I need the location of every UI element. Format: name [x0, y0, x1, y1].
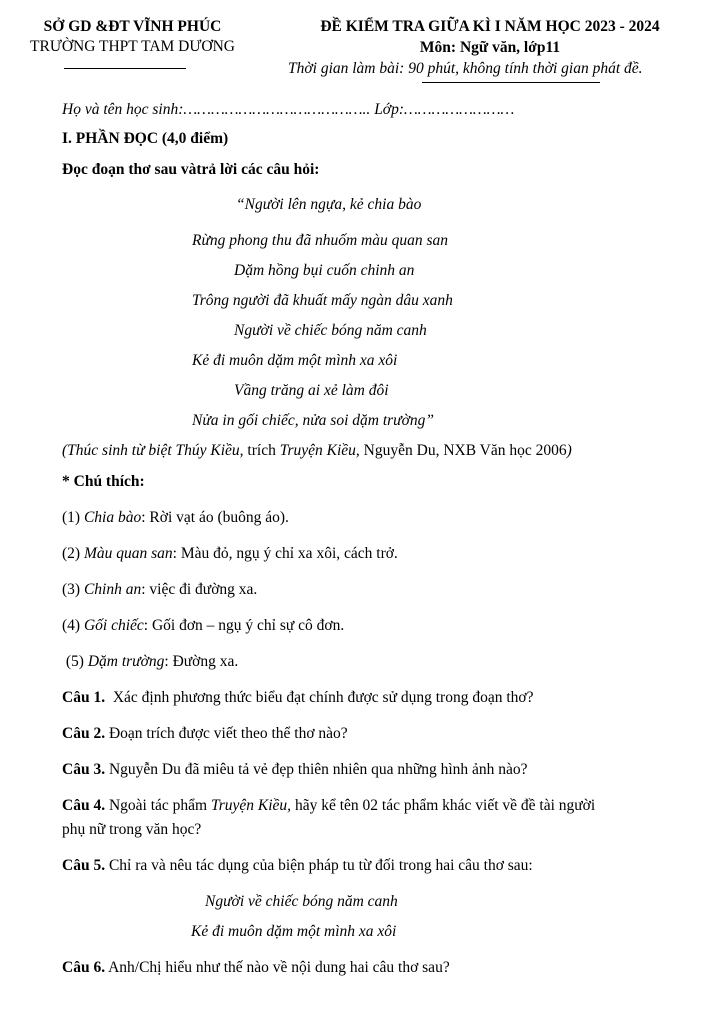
poem-source: (Thúc sinh từ biệt Thúy Kiều, trích Truyện Kiều, Nguyễn Du, NXB Văn học 2006)	[62, 442, 572, 459]
poem-line: Rừng phong thu đã nhuốm màu quan san	[192, 232, 449, 249]
question-2: Câu 2. Đoạn trích được viết theo thể thơ nào?	[62, 725, 348, 742]
reading-instruction: Đọc đoạn thơ sau vàtrả lời các câu hỏi:	[62, 161, 320, 178]
q5-poem-line: Người về chiếc bóng năm canh	[205, 893, 398, 910]
note-item: (3) Chinh an: việc đi đường xa.	[62, 581, 258, 598]
class-blank: ……………………	[404, 101, 515, 118]
note-item: (2) Màu quan san: Màu đỏ, ngụ ý chỉ xa xôi, cách trở.	[62, 545, 398, 562]
student-info-line	[62, 101, 514, 119]
question-6: Câu 6. Anh/Chị hiểu như thế nào về nội dung hai câu thơ sau?	[62, 959, 450, 976]
time-underline	[422, 82, 600, 83]
poem-line: Kẻ đi muôn dặm một mình xa xôi	[192, 352, 398, 369]
school-name: TRƯỜNG THPT TAM DƯƠNG	[30, 38, 235, 55]
q5-poem-line: Kẻ đi muôn dặm một mình xa xôi	[191, 923, 397, 940]
poem-line: Nửa in gối chiếc, nửa soi dặm trường”	[192, 412, 435, 429]
note-item: (1) Chia bào: Rời vạt áo (buông áo).	[62, 509, 289, 526]
question-4: Câu 4. Ngoài tác phẩm Truyện Kiều, hãy kể tên 02 tác phẩm khác viết về đề tài người	[62, 797, 596, 814]
exam-time: Thời gian làm bài: 90 phút, không tính thời gian phát đề.	[288, 60, 643, 77]
section-title: I. PHẦN ĐỌC (4,0 điểm)	[62, 130, 229, 147]
poem-line: Người về chiếc bóng năm canh	[234, 322, 427, 339]
poem-line: Trông người đã khuất mấy ngàn dâu xanh	[192, 292, 453, 309]
student-name-label: Họ và tên học sinh:	[62, 101, 184, 118]
poem-line: “Người lên ngựa, kẻ chia bào	[236, 196, 422, 213]
question-4-continued: phụ nữ trong văn học?	[62, 821, 202, 838]
exam-title: ĐỀ KIỂM TRA GIỮA KÌ I NĂM HỌC 2023 - 2024	[320, 18, 660, 35]
exam-subject: Môn: Ngữ văn, lớp11	[419, 39, 561, 56]
question-3: Câu 3. Nguyễn Du đã miêu tả vẻ đẹp thiên nhiên qua những hình ảnh nào?	[62, 761, 528, 778]
class-label: Lớp:	[374, 101, 404, 118]
poem-line: Dặm hồng bụi cuốn chinh an	[234, 262, 415, 279]
poem-line: Vầng trăng ai xẻ làm đôi	[234, 382, 389, 399]
question-1: Câu 1. Xác định phương thức biểu đạt chính được sử dụng trong đoạn thơ?	[62, 689, 534, 706]
dept-name: SỞ GD &ĐT VĨNH PHÚC	[43, 18, 222, 35]
note-item: (5) Dặm trường: Đường xa.	[62, 653, 239, 670]
note-item: (4) Gối chiếc: Gối đơn – ngụ ý chỉ sự cô đơn.	[62, 617, 345, 634]
header-divider	[64, 68, 186, 69]
question-5: Câu 5. Chỉ ra và nêu tác dụng của biện pháp tu từ đối trong hai câu thơ sau:	[62, 857, 533, 874]
student-name-blank: …………………………………..	[183, 101, 375, 118]
notes-title: * Chú thích:	[62, 473, 145, 490]
